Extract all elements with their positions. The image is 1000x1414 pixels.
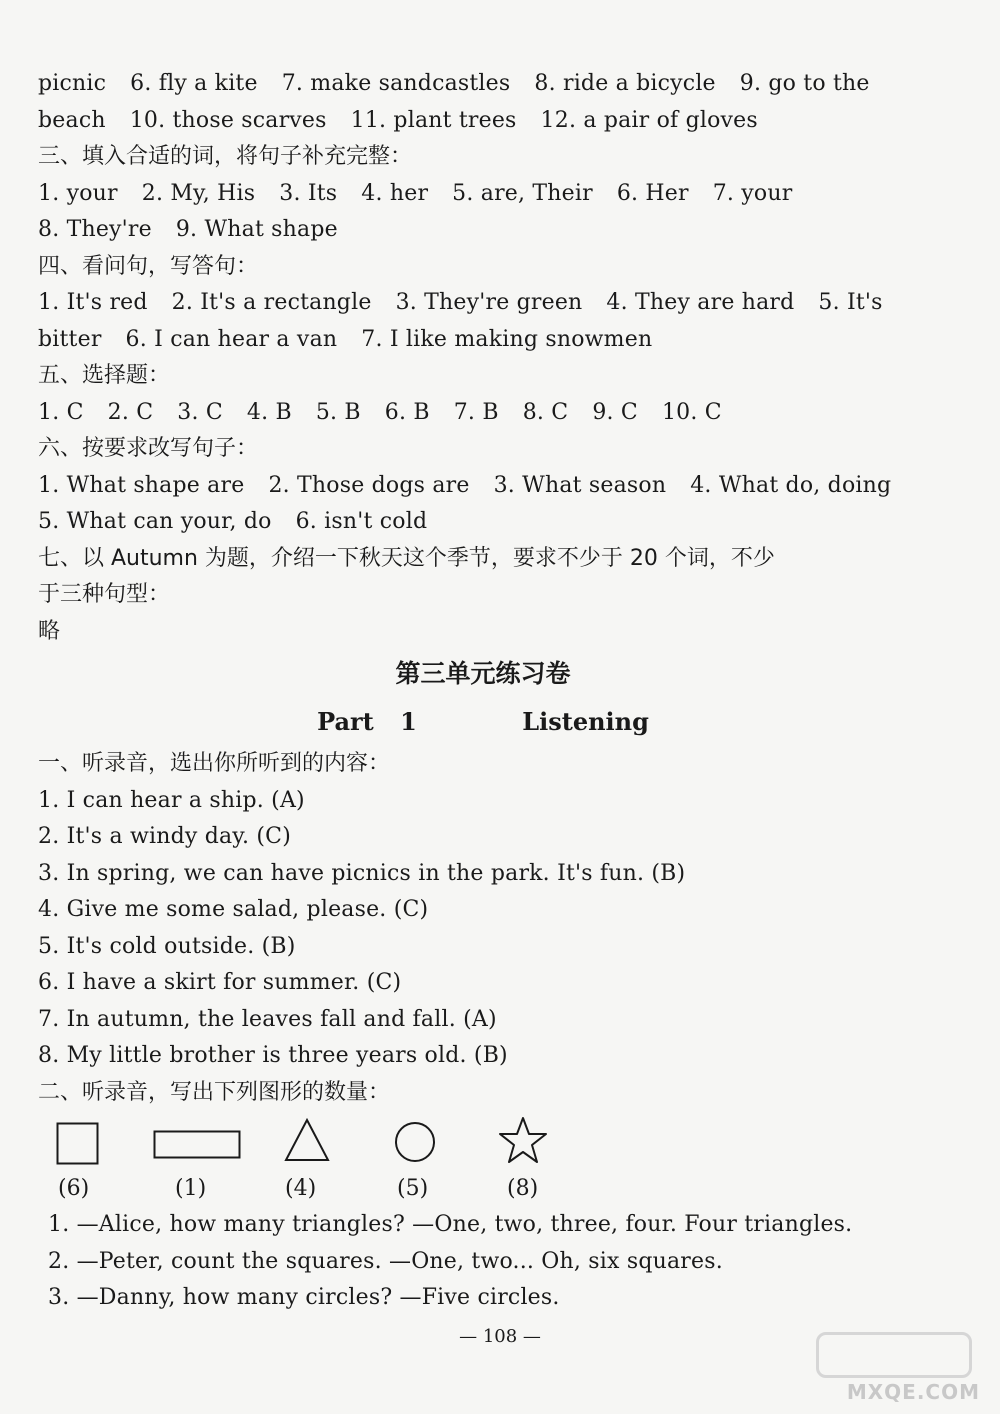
answer-line	[38, 212, 968, 249]
page-number: — 108 —	[459, 1326, 541, 1347]
section-heading-cont: 于三种句型：	[38, 582, 171, 607]
answer-item: 9. What shape	[175, 217, 338, 242]
answer-item: 1. It's red	[38, 290, 148, 315]
shape-count: (5)	[397, 1176, 429, 1201]
answer-item: 5. B	[315, 399, 361, 425]
answer-item: 9. go to the	[739, 71, 870, 96]
answer-item: 3. C	[177, 399, 223, 425]
answer-line	[38, 468, 968, 505]
answer-item: 8. C	[522, 399, 569, 425]
answer-item: 6. I can hear a van	[125, 326, 338, 352]
answer-item: 5. It's	[818, 290, 883, 315]
answer-item: 2. Those dogs are	[268, 472, 470, 498]
answer-item: 6. isn't cold	[295, 509, 428, 534]
listening-item: 7. In autumn, the leaves fall and fall. (A)	[38, 1006, 497, 1032]
dialog-line: 2. —Peter, count the squares. —One, two... Oh, six squares.	[48, 1248, 723, 1274]
shape-count: (4)	[285, 1176, 317, 1201]
unit-title: 第三单元练习卷	[395, 659, 571, 688]
answer-item: 1. What shape are	[38, 472, 245, 498]
shape-count: (1)	[175, 1176, 207, 1201]
answer-line	[38, 66, 968, 103]
listening-item: 8. My little brother is three years old. (B)	[38, 1043, 508, 1068]
answer-item: bitter	[38, 326, 102, 352]
star-icon	[498, 1116, 548, 1164]
answer-line	[38, 504, 968, 541]
watermark-text: MXQE.COM	[846, 1380, 980, 1404]
answer-item: beach	[38, 107, 106, 133]
section-heading: 六、按要求改写句子：	[38, 436, 259, 461]
answer-item: 2. It's a rectangle	[171, 290, 372, 315]
answer-item: 10. C	[661, 399, 722, 425]
square-icon	[56, 1122, 100, 1166]
triangle-icon	[284, 1118, 330, 1162]
listening-item: 2. It's a windy day. (C)	[38, 824, 291, 849]
answer-line	[38, 395, 968, 432]
section-heading: 三、填入合适的词，将句子补充完整：	[38, 144, 413, 169]
listening-item: 3. In spring, we can have picnics in the park. It's fun. (B)	[38, 860, 686, 886]
section-heading: 一、听录音，选出你所听到的内容：	[38, 751, 391, 776]
answer-page	[38, 66, 968, 1111]
answer-item: 4. her	[361, 180, 429, 206]
answer-item: 7. make sandcastles	[281, 71, 511, 96]
answer-item: 7. your	[712, 180, 793, 206]
shape-count: (8)	[507, 1176, 539, 1201]
shape-count: (6)	[58, 1176, 90, 1201]
dialog-line: 3. —Danny, how many circles? —Five circles.	[48, 1285, 560, 1310]
answer-item: 9. C	[592, 399, 638, 425]
answer-line	[38, 285, 968, 322]
section-heading: 四、看问句，写答句：	[38, 253, 259, 279]
listening-item: 4. Give me some salad, please. (C)	[38, 897, 429, 922]
section-heading: 五、选择题：	[38, 363, 171, 388]
rectangle-icon	[153, 1130, 243, 1160]
answer-item: 7. I like making snowmen	[361, 326, 653, 352]
answer-item: picnic	[38, 71, 107, 96]
answer-item: 3. What season	[493, 472, 667, 498]
answer-item: 10. those scarves	[129, 107, 327, 133]
answer-item: 4. What do, doing	[690, 472, 892, 498]
answer-item: 2. My, His	[141, 180, 256, 206]
dialog-list	[48, 1207, 978, 1317]
answer-line	[38, 103, 968, 140]
answer-item: 11. plant trees	[350, 107, 517, 133]
circle-icon	[393, 1120, 437, 1164]
section-heading: 二、听录音，写出下列图形的数量：	[38, 1079, 391, 1105]
dialog-line: 1. —Alice, how many triangles? —One, two, three, four. Four triangles.	[48, 1212, 853, 1237]
listening-item: 1. I can hear a ship. (A)	[38, 787, 305, 813]
answer-item: 12. a pair of gloves	[540, 107, 758, 133]
listening-item: 6. I have a skirt for summer. (C)	[38, 970, 402, 995]
answer-item: 6. Her	[616, 180, 689, 206]
answer-item: 3. They're green	[395, 290, 583, 315]
answer-item: 5. What can your, do	[38, 509, 272, 534]
answer-item: 4. B	[246, 399, 292, 425]
answer-item: 5. are, Their	[452, 180, 593, 206]
answer-item: 7. B	[453, 399, 499, 425]
answer-item: 1. C	[38, 399, 84, 425]
answer-item: 6. fly a kite	[130, 71, 258, 96]
answer-line	[38, 322, 968, 359]
section-heading: 七、以 Autumn 为题，介绍一下秋天这个季节，要求不少于 20 个词，不少	[38, 545, 775, 571]
answer-line	[38, 176, 968, 213]
answer-item: 8. They're	[38, 217, 152, 242]
listening-item: 5. It's cold outside. (B)	[38, 933, 296, 959]
answer-item: 4. They are hard	[606, 290, 795, 315]
part-title: Part 1 Listening	[317, 707, 649, 736]
answer-omitted: 略	[38, 618, 61, 644]
answer-item: 1. your	[38, 180, 118, 206]
answer-item: 8. ride a bicycle	[534, 71, 716, 96]
answer-item: 3. Its	[279, 180, 338, 206]
answer-item: 2. C	[107, 399, 154, 425]
watermark	[812, 1338, 992, 1408]
answer-item: 6. B	[384, 399, 430, 425]
watermark-logo-icon	[816, 1332, 972, 1378]
